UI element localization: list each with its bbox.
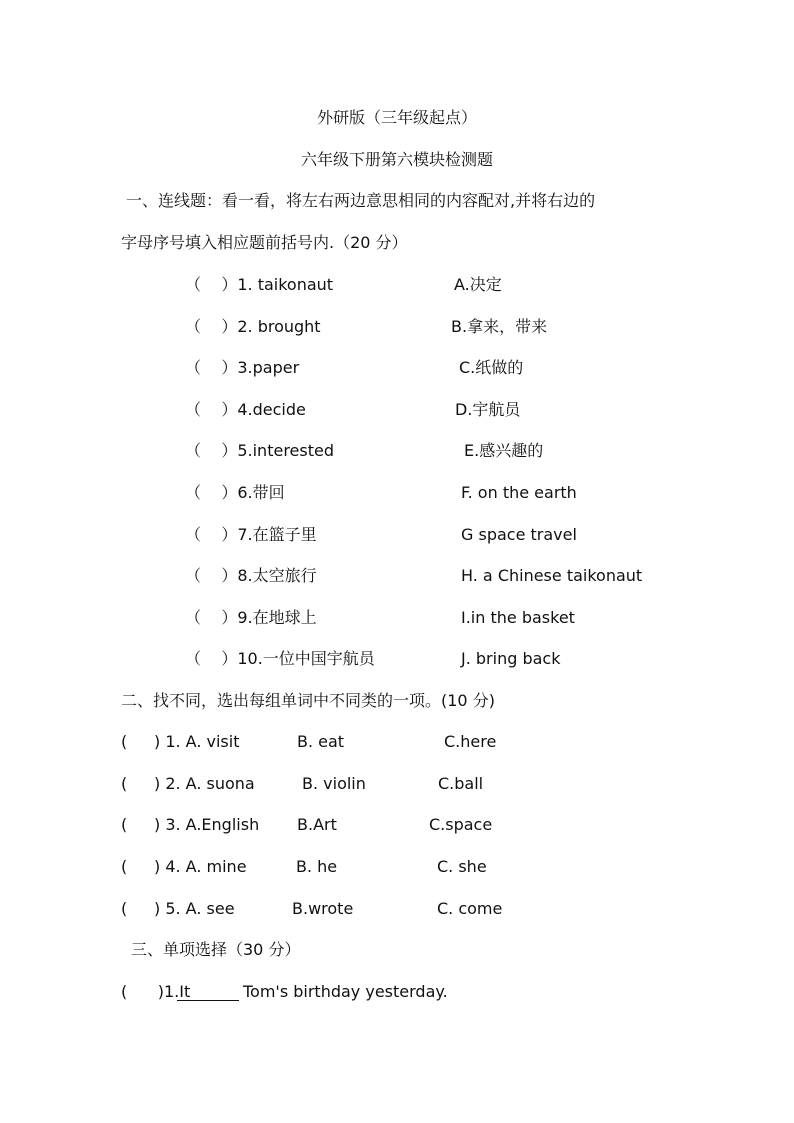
odd-one-a-3: ) 3. A.English: [154, 815, 260, 834]
choice-q1-blank: [177, 1000, 239, 1001]
odd-one-paren-3: (: [121, 815, 128, 834]
odd-one-a-4: ) 4. A. mine: [154, 857, 247, 876]
odd-one-c-5: C. come: [437, 899, 503, 918]
match-left-3: （ ）3.paper: [185, 358, 300, 377]
match-left-5: （ ）5.interested: [185, 441, 334, 460]
match-right-7: G space travel: [461, 525, 577, 544]
match-right-8: H. a Chinese taikonaut: [461, 566, 643, 585]
match-left-8: （ ）8.太空旅行: [185, 566, 317, 585]
match-right-6: F. on the earth: [461, 483, 577, 502]
match-left-6: （ ）6.带回: [185, 483, 285, 502]
odd-one-c-1: C.here: [444, 732, 497, 751]
match-left-7: （ ）7.在篮子里: [185, 525, 317, 544]
odd-one-paren-4: (: [121, 857, 128, 876]
section1-heading-line1: 一、连线题：看一看，将左右两边意思相同的内容配对,并将右边的: [126, 191, 596, 210]
odd-one-b-1: B. eat: [297, 732, 345, 751]
odd-one-b-3: B.Art: [297, 815, 337, 834]
match-right-9: I.in the basket: [461, 608, 575, 627]
match-right-4: D.宇航员: [455, 400, 521, 419]
odd-one-paren-5: (: [121, 899, 128, 918]
section2-heading: 二、找不同，选出每组单词中不同类的一项。(10 分): [121, 691, 495, 710]
odd-one-b-2: B. violin: [302, 774, 366, 793]
match-right-2: B.拿来，带来: [451, 317, 548, 336]
odd-one-a-5: ) 5. A. see: [154, 899, 235, 918]
match-left-9: （ ）9.在地球上: [185, 608, 317, 627]
page-title: 六年级下册第六模块检测题: [300, 150, 493, 169]
match-left-4: （ ）4.decide: [185, 400, 306, 419]
odd-one-c-3: C.space: [429, 815, 493, 834]
match-right-3: C.纸做的: [459, 358, 524, 377]
match-left-2: （ ）2. brought: [185, 317, 321, 336]
odd-one-a-1: ) 1. A. visit: [154, 732, 240, 751]
match-right-5: E.感兴趣的: [464, 441, 544, 460]
odd-one-c-2: C.ball: [438, 774, 484, 793]
section3-heading: 三、单项选择（30 分）: [131, 940, 301, 959]
choice-q1-prefix: ( )1.It: [121, 982, 191, 1001]
odd-one-paren-2: (: [121, 774, 128, 793]
match-right-1: A.决定: [454, 275, 502, 294]
match-left-1: （ ）1. taikonaut: [185, 275, 334, 294]
odd-one-a-2: ) 2. A. suona: [154, 774, 255, 793]
odd-one-c-4: C. she: [437, 857, 487, 876]
choice-q1-suffix: Tom's birthday yesterday.: [243, 982, 448, 1001]
section1-heading-line2: 字母序号填入相应题前括号内.（20 分）: [121, 233, 408, 252]
match-left-10: （ ）10.一位中国宇航员: [185, 649, 375, 668]
match-right-10: J. bring back: [461, 649, 561, 668]
publisher-line: 外研版（三年级起点）: [316, 108, 477, 127]
odd-one-b-5: B.wrote: [292, 899, 354, 918]
odd-one-b-4: B. he: [296, 857, 338, 876]
odd-one-paren-1: (: [121, 732, 128, 751]
